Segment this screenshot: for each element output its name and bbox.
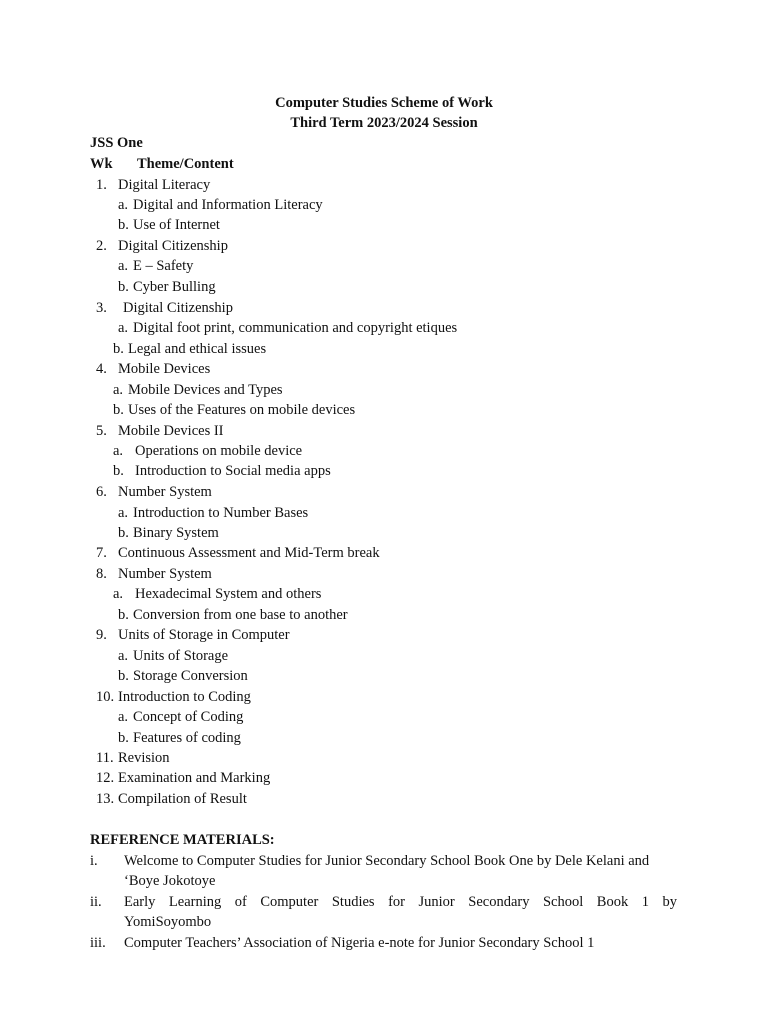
week-topic: Number System <box>118 566 212 582</box>
week-topic: Digital Citizenship <box>123 300 233 316</box>
sub-item: E – Safety <box>133 258 194 274</box>
week-number: 4. <box>96 361 107 377</box>
sub-item: Hexadecimal System and others <box>135 586 322 602</box>
sub-item: Storage Conversion <box>133 668 248 684</box>
reference-number: ii. <box>90 894 102 910</box>
sub-letter: b. <box>118 217 129 233</box>
sub-letter: b. <box>118 525 129 541</box>
sub-letter: b. <box>118 730 129 746</box>
week-number: 1. <box>96 177 107 193</box>
sub-letter: a. <box>113 586 124 602</box>
reference-text: Early Learning of Computer Studies for Junior Secondary School Book 1 by <box>124 894 677 910</box>
sub-letter: b. <box>113 463 124 479</box>
sub-item: Uses of the Features on mobile devices <box>128 402 356 418</box>
week-number: 9. <box>96 627 107 643</box>
reference-number: iii. <box>90 935 106 951</box>
sub-letter: a. <box>118 709 129 725</box>
week-number: 7. <box>96 545 107 561</box>
sub-letter: b. <box>118 668 129 684</box>
sub-letter: a. <box>113 382 124 398</box>
sub-item: Operations on mobile device <box>135 443 303 459</box>
class-label: JSS One <box>90 135 143 151</box>
week-column-header: Wk <box>90 156 113 172</box>
reference-text: Computer Teachers’ Association of Nigeria e-note for Junior Secondary School 1 <box>124 935 595 951</box>
week-number: 10. <box>96 689 115 705</box>
week-topic: Digital Citizenship <box>118 238 228 254</box>
week-topic: Units of Storage in Computer <box>118 627 290 643</box>
week-topic: Mobile Devices II <box>118 423 224 439</box>
week-topic: Examination and Marking <box>118 770 271 786</box>
week-number: 5. <box>96 423 107 439</box>
sub-item: Conversion from one base to another <box>133 607 348 623</box>
week-number: 6. <box>96 484 107 500</box>
reference-number: i. <box>90 853 98 869</box>
term-session: Third Term 2023/2024 Session <box>290 115 478 131</box>
sub-item: Units of Storage <box>133 648 229 664</box>
sub-letter: b. <box>118 607 129 623</box>
sub-item: Use of Internet <box>133 217 220 233</box>
sub-item: Digital foot print, communication and copyright etiques <box>133 320 458 336</box>
sub-item: Introduction to Social media apps <box>135 463 331 479</box>
sub-letter: b. <box>113 341 124 357</box>
sub-item: Digital and Information Literacy <box>133 197 323 213</box>
week-number: 8. <box>96 566 107 582</box>
sub-item: Binary System <box>133 525 219 541</box>
week-number: 13. <box>96 791 115 807</box>
sub-letter: a. <box>118 505 129 521</box>
week-topic: Continuous Assessment and Mid-Term break <box>118 545 380 561</box>
sub-letter: a. <box>118 648 129 664</box>
document-title: Computer Studies Scheme of Work <box>275 95 493 111</box>
week-topic: Number System <box>118 484 212 500</box>
sub-letter: a. <box>118 197 129 213</box>
sub-letter: a. <box>113 443 124 459</box>
week-number: 12. <box>96 770 115 786</box>
reference-text-continued: YomiSoyombo <box>124 914 212 930</box>
sub-item: Concept of Coding <box>133 709 244 725</box>
week-number: 11. <box>96 750 114 766</box>
week-topic: Mobile Devices <box>118 361 211 377</box>
sub-letter: b. <box>118 279 129 295</box>
week-topic: Revision <box>118 750 170 766</box>
theme-column-header: Theme/Content <box>137 156 234 172</box>
sub-item: Legal and ethical issues <box>128 341 267 357</box>
sub-letter: a. <box>118 320 129 336</box>
reference-text-continued: ‘Boye Jokotoye <box>124 873 216 889</box>
week-topic: Compilation of Result <box>118 791 247 807</box>
references-heading: REFERENCE MATERIALS: <box>90 832 275 848</box>
week-topic: Digital Literacy <box>118 177 211 193</box>
sub-letter: b. <box>113 402 124 418</box>
week-number: 2. <box>96 238 107 254</box>
sub-letter: a. <box>118 258 129 274</box>
sub-item: Mobile Devices and Types <box>128 382 283 398</box>
sub-item: Cyber Bulling <box>133 279 216 295</box>
reference-text: Welcome to Computer Studies for Junior Secondary School Book One by Dele Kelani and <box>124 853 650 869</box>
sub-item: Introduction to Number Bases <box>133 505 309 521</box>
week-topic: Introduction to Coding <box>118 689 251 705</box>
week-number: 3. <box>96 300 107 316</box>
sub-item: Features of coding <box>133 730 241 746</box>
